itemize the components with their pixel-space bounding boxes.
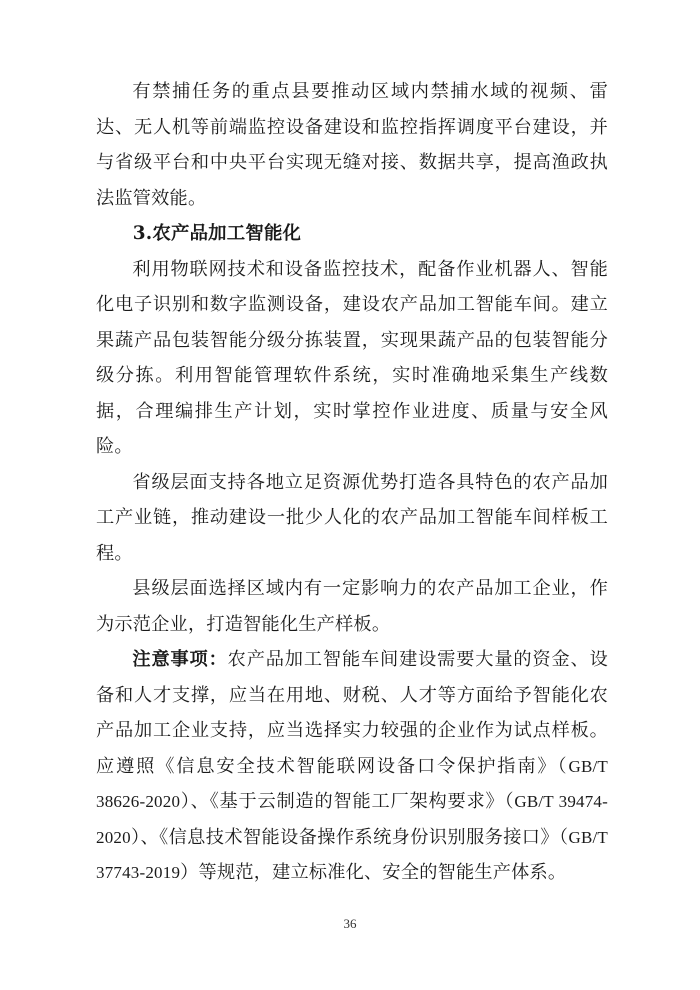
- notice-text-4: ）等规范，建立标准化、安全的智能生产体系。: [180, 862, 567, 883]
- section-heading-agri-processing: 3.农产品加工智能化: [132, 223, 302, 244]
- paragraph-iot-workshop: 利用物联网技术和设备监控技术，配备作业机器人、智能化电子识别和数字监测设备，建设农产品加工智能车间。建立果蔬产品包装智能分级分拣装置，实现果蔬产品的包装智能分级分拣。利用智能管理软件系统，实时准确地采集生产线数据，合理编排生产计划，实时掌控作业进度、质量与安全风险。: [96, 258, 608, 457]
- paragraph-notice: [96, 642, 608, 891]
- page-number: 36: [343, 916, 357, 931]
- page-content: [96, 74, 608, 891]
- standard-code-2: GB/T 39474-2020: [96, 792, 608, 847]
- paragraph-provincial-level: 省级层面支持各地立足资源优势打造各具特色的农产品加工产业链，推动建设一批少人化的农产品加工智能车间样板工程。: [96, 471, 608, 564]
- paragraph-county-level: 县级层面选择区域内有一定影响力的农产品加工企业，作为示范企业，打造智能化生产样板。: [96, 578, 608, 635]
- notice-text-3: ）、《信息技术智能设备操作系统身份识别服务接口》（: [130, 826, 569, 848]
- standard-code-3: GB/T 37743-2019: [96, 827, 608, 882]
- paragraph-fishing-enforcement: 有禁捕任务的重点县要推动区域内禁捕水域的视频、雷达、无人机等前端监控设备建设和监控指挥调度平台建设，并与省级平台和中央平台实现无缝对接、数据共享，提高渔政执法监管效能。: [96, 81, 608, 209]
- standard-code-1: GB/T 38626-2020: [96, 756, 608, 811]
- notice-text-1: 农产品加工智能车间建设需要大量的资金、设备和人才支撑，应当在用地、财税、人才等方面给予智能化农产品加工企业支持，应当选择实力较强的企业作为试点样板。应遵照《信息安全技术智能联网设备口令保护指南》（: [96, 649, 608, 777]
- notice-label: 注意事项：: [132, 649, 228, 670]
- notice-text-2: ）、《基于云制造的智能工厂架构要求》（: [180, 791, 515, 812]
